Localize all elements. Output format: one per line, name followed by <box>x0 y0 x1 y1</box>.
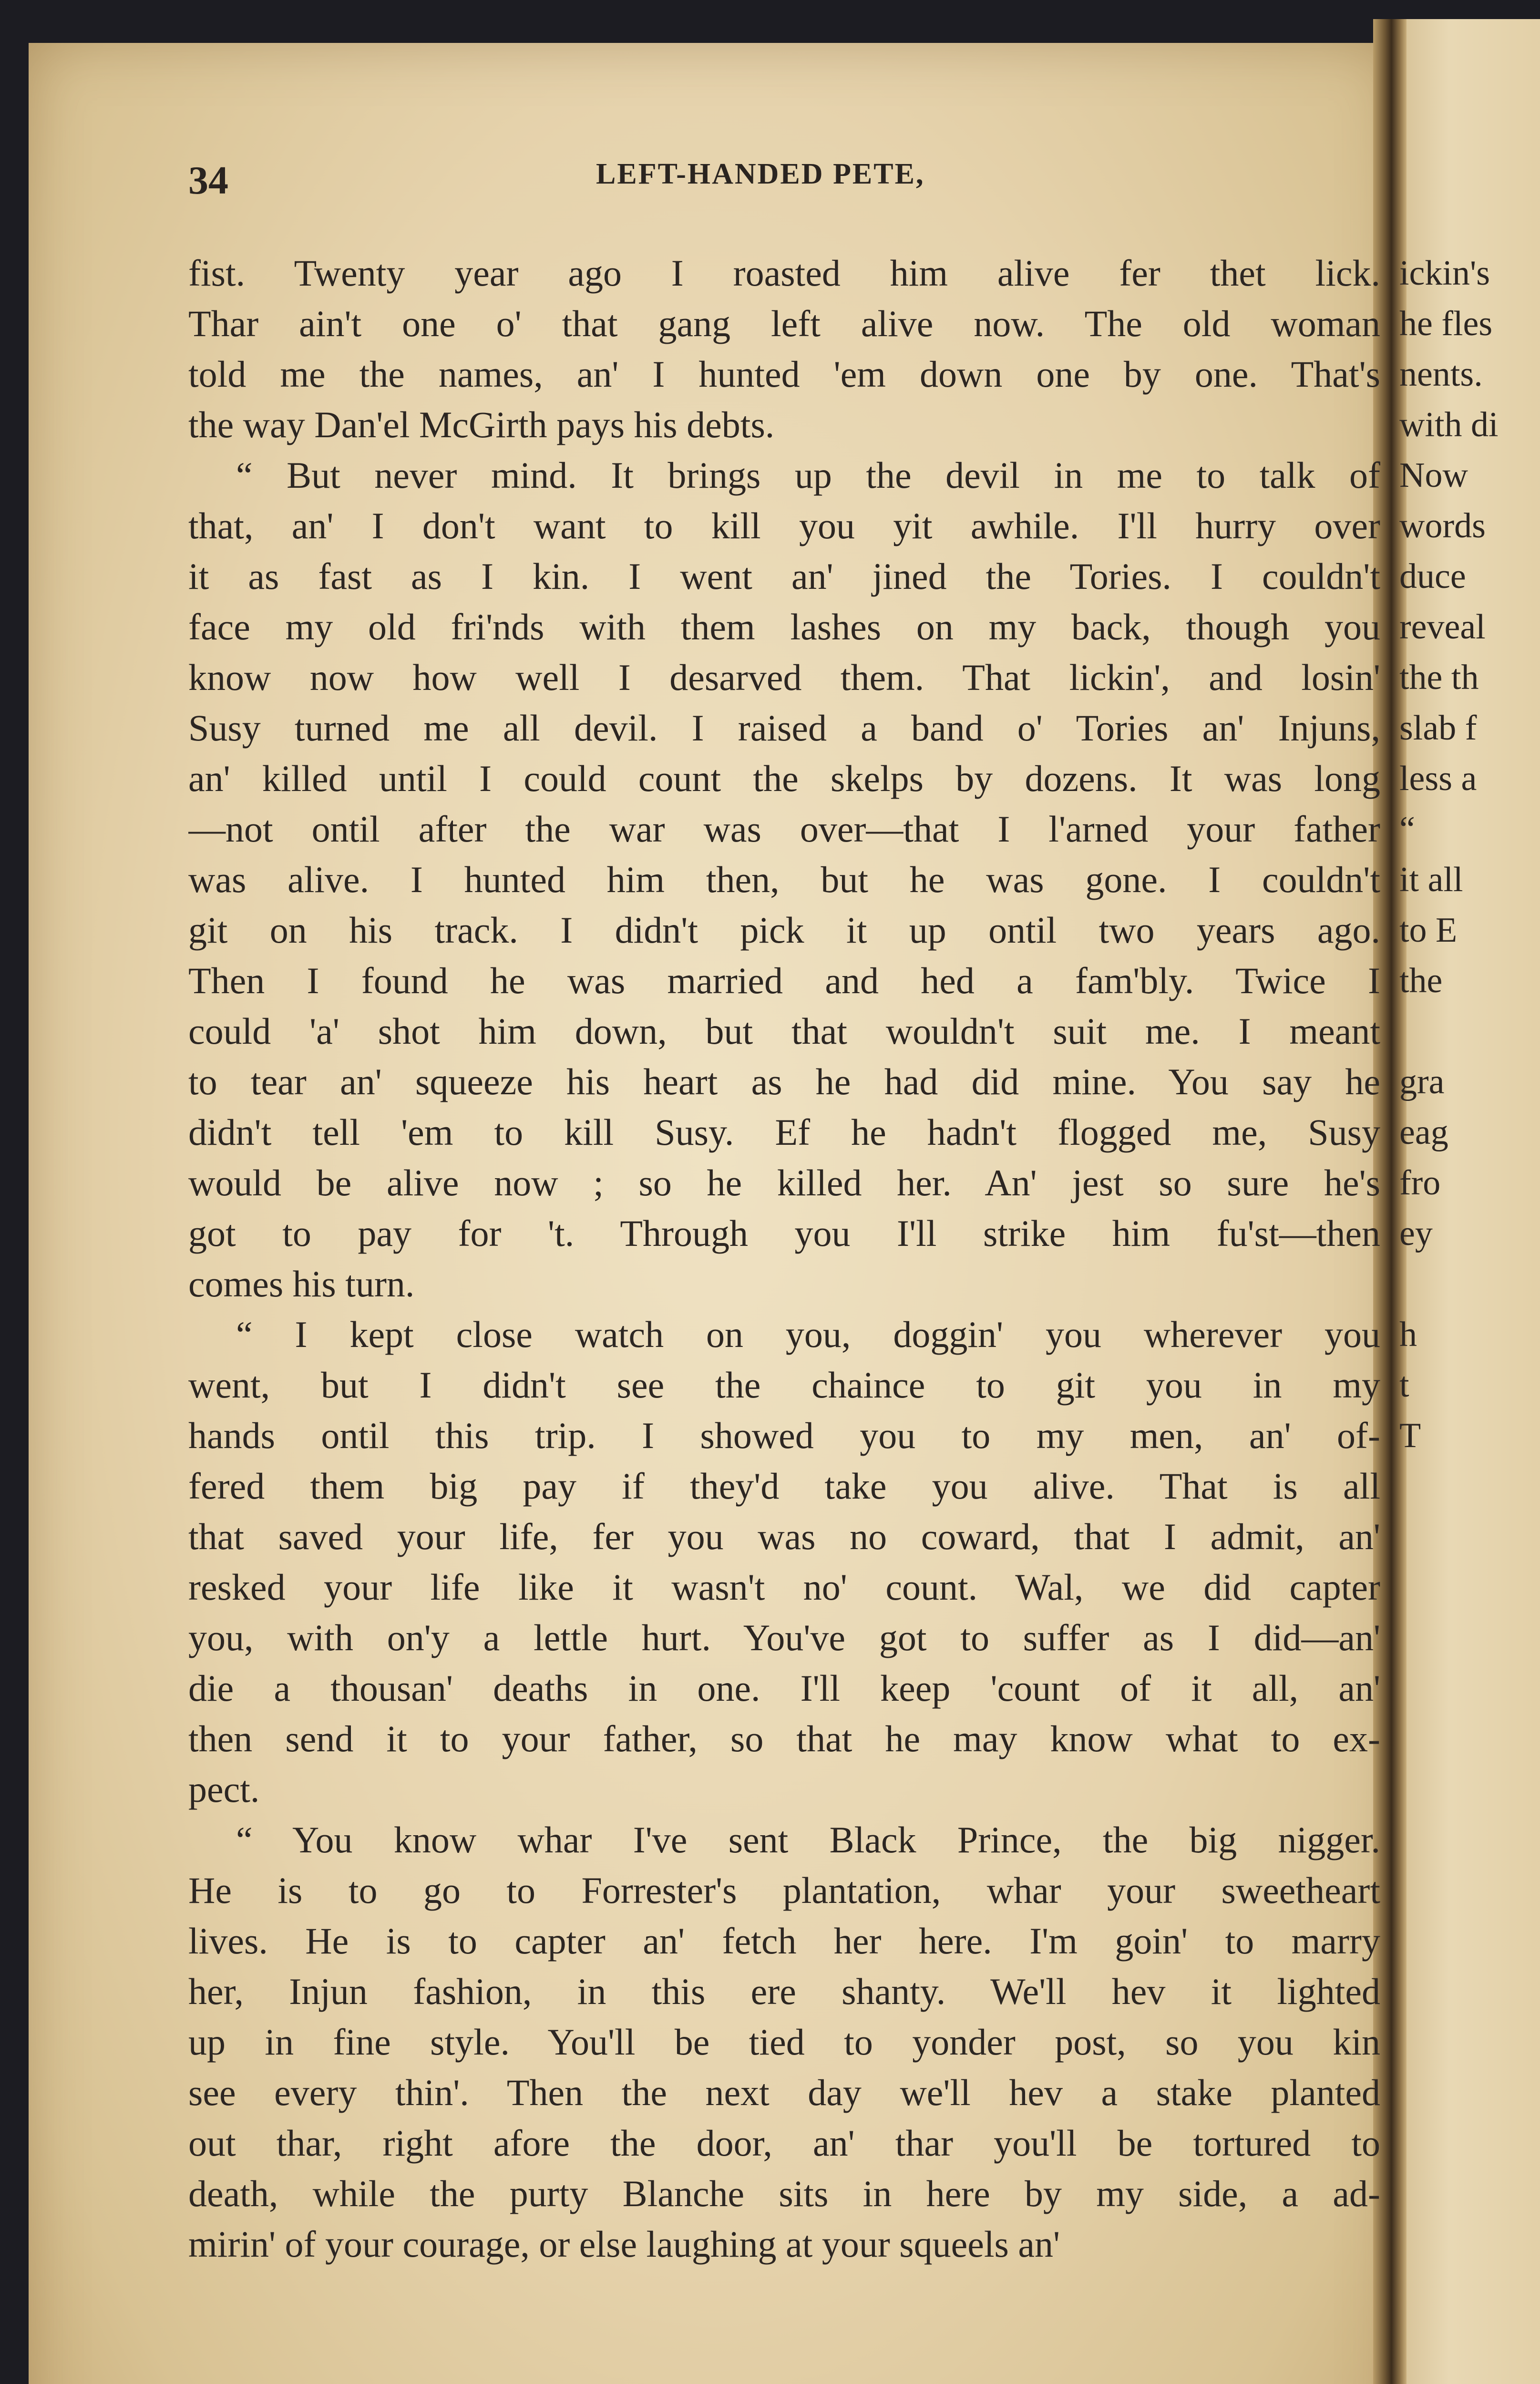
right-page-fragment: nents. <box>1399 355 1483 394</box>
text-line: “ You know whar I've sent Black Prince, the big nigger. <box>236 1819 1380 1860</box>
text-line: fered them big pay if they'd take you alive. That is all <box>188 1465 1380 1507</box>
text-line: an' killed until I could count the skelps by dozens. It was long <box>188 758 1380 799</box>
right-page-fragment <box>1399 1259 1540 1309</box>
text-line: know now how well I desarved them. That lickin', and losin' <box>188 657 1380 698</box>
text-line: that, an' I don't want to kill you yit awhile. I'll hurry over <box>188 505 1380 546</box>
text-line: her, Injun fashion, in this ere shanty. We'll hev it lighted <box>188 1971 1380 2012</box>
right-page-fragment: reveal <box>1399 607 1486 647</box>
right-page-fragment: less a <box>1399 759 1477 798</box>
text-line: to tear an' squeeze his heart as he had did mine. You say he <box>188 1061 1380 1102</box>
text-line: Thar ain't one o' that gang left alive now. The old woman <box>188 303 1380 344</box>
text-line: fist. Twenty year ago I roasted him alive fer thet lick. <box>188 252 1380 294</box>
text-line: git on his track. I didn't pick it up ontil two years ago. <box>188 909 1380 951</box>
text-line: mirin' of your courage, or else laughing at your squeels an' <box>188 2223 1060 2265</box>
right-page-fragment: he fles <box>1399 304 1493 343</box>
right-page-fragment: eag <box>1399 1113 1448 1152</box>
right-page-fragment: slab f <box>1399 709 1477 748</box>
text-line: —not ontil after the war was over—that I l'arned your father <box>188 808 1380 850</box>
text-line: could 'a' shot him down, but that wouldn't suit me. I meant <box>188 1010 1380 1052</box>
text-line: got to pay for 't. Through you I'll strike him fu'st—then <box>188 1213 1380 1254</box>
right-page-fragment: with di <box>1399 405 1499 444</box>
text-line: He is to go to Forrester's plantation, whar your sweetheart <box>188 1870 1380 1911</box>
right-page-fragment <box>1399 1006 1540 1057</box>
right-page-fragment: duce <box>1399 557 1466 596</box>
text-line: out thar, right afore the door, an' thar you'll be tortured to <box>188 2122 1380 2164</box>
right-page-fragment: Now <box>1399 456 1468 495</box>
right-page-fragment: “ <box>1399 810 1415 849</box>
text-line: Then I found he was married and hed a fam'bly. Twice I <box>188 960 1380 1001</box>
right-page-fragment: T <box>1399 1416 1421 1455</box>
text-line: it as fast as I kin. I went an' jined the Tories. I couldn't <box>188 555 1380 597</box>
text-line: that saved your life, fer you was no coward, that I admit, an' <box>188 1516 1380 1557</box>
right-page-fragment: ickin's <box>1399 254 1490 293</box>
text-line: then send it to your father, so that he may know what to ex- <box>188 1718 1380 1759</box>
text-line: comes his turn. <box>188 1263 415 1305</box>
right-page-fragment <box>1399 1461 1540 1511</box>
body-text <box>188 248 1380 2270</box>
text-line: would be alive now ; so he killed her. An' jest so sure he's <box>188 1162 1380 1203</box>
text-line: lives. He is to capter an' fetch her here. I'm goin' to marry <box>188 1920 1380 1962</box>
text-line: see every thin'. Then the next day we'll hev a stake planted <box>188 2072 1380 2113</box>
right-page-fragment: the <box>1399 961 1443 1000</box>
right-page-fragment: t <box>1399 1366 1409 1405</box>
text-line: Susy turned me all devil. I raised a band o' Tories an' Injuns, <box>188 707 1380 749</box>
right-page-fragment: fro <box>1399 1163 1441 1202</box>
right-page-text <box>1399 248 1540 1511</box>
right-page-fragment: words <box>1399 506 1486 545</box>
running-head: LEFT-HANDED PETE, <box>596 158 925 190</box>
right-page-fragment: gra <box>1399 1062 1445 1101</box>
page-number: 34 <box>188 158 228 203</box>
text-line: “ I kept close watch on you, doggin' you wherever you <box>236 1314 1380 1355</box>
text-line: hands ontil this trip. I showed you to my men, an' of- <box>188 1415 1380 1456</box>
text-line: you, with on'y a lettle hurt. You've got to suffer as I did—an' <box>188 1617 1380 1658</box>
text-line: death, while the purty Blanche sits in here by my side, a ad- <box>188 2173 1380 2214</box>
text-line: went, but I didn't see the chaince to git you in my <box>188 1364 1380 1406</box>
text-line: told me the names, an' I hunted 'em down one by one. That's <box>188 353 1380 395</box>
text-line: face my old fri'nds with them lashes on my back, though you <box>188 606 1380 647</box>
text-line: was alive. I hunted him then, but he was gone. I couldn't <box>188 859 1380 900</box>
text-line: up in fine style. You'll be tied to yonder post, so you kin <box>188 2021 1380 2063</box>
text-line: didn't tell 'em to kill Susy. Ef he hadn't flogged me, Susy <box>188 1111 1380 1153</box>
right-page-fragment: to E <box>1399 911 1458 950</box>
text-line: die a thousan' deaths in one. I'll keep 'count of it all, an' <box>188 1667 1380 1709</box>
right-page-fragment: h <box>1399 1315 1417 1354</box>
text-line: “ But never mind. It brings up the devil in me to talk of <box>236 454 1380 496</box>
text-line: the way Dan'el McGirth pays his debts. <box>188 404 775 445</box>
text-line: resked your life like it wasn't no' count. Wal, we did capter <box>188 1566 1380 1608</box>
right-page-fragment: it all <box>1399 860 1463 899</box>
right-page-fragment: the th <box>1399 658 1479 697</box>
text-line: pect. <box>188 1768 260 1810</box>
right-page-fragment: ey <box>1399 1214 1433 1253</box>
